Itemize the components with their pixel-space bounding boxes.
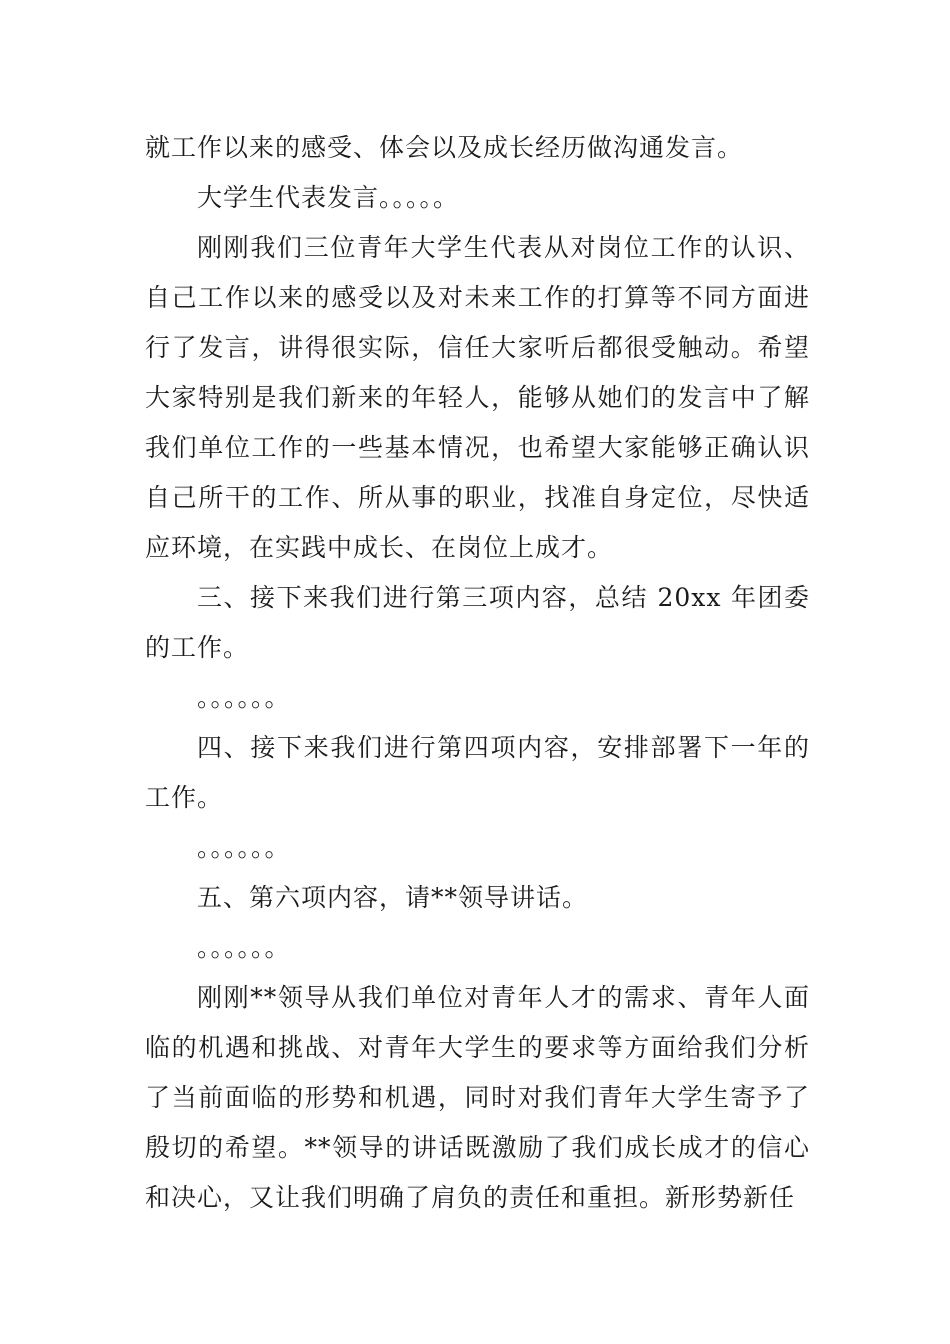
paragraph-2: 大学生代表发言。。。。。 xyxy=(197,183,460,212)
paragraph-1: 就工作以来的感受、体会以及成长经历做沟通发言。 xyxy=(145,133,744,162)
paragraph-9: 。。。。。。 xyxy=(197,933,291,962)
paragraph-4: 三、接下来我们进行第三项内容，总结 20xx 年团委的工作。 xyxy=(145,583,810,662)
paragraph-10: 刚刚**领导从我们单位对青年人才的需求、青年人面临的机遇和挑战、对青年大学生的要求等方面给我们分析了当前面临的形势和机遇，同时对我们青年大学生寄予了殷切的希望。**领导的讲话既激励了我们成长成才的信心和决心，又让我们明确了肩负的责任和重担。新形势新任 xyxy=(145,983,810,1212)
paragraph-7: 。。。。。。 xyxy=(197,833,291,862)
paragraph-8: 五、第六项内容，请**领导讲话。 xyxy=(197,883,589,912)
paragraph-6: 四、接下来我们进行第四项内容，安排部署下一年的工作。 xyxy=(145,733,810,812)
paragraph-5: 。。。。。。 xyxy=(197,683,291,712)
paragraph-3: 刚刚我们三位青年大学生代表从对岗位工作的认识、自己工作以来的感受以及对未来工作的打算等不同方面进行了发言，讲得很实际，信任大家听后都很受触动。希望大家特别是我们新来的年轻人，能够从她们的发言中了解我们单位工作的一些基本情况，也希望大家能够正确认识自己所干的工作、所从事的职业，找准自身定位，尽快适应环境，在实践中成长、在岗位上成才。 xyxy=(145,233,810,562)
document-body xyxy=(145,123,810,1223)
